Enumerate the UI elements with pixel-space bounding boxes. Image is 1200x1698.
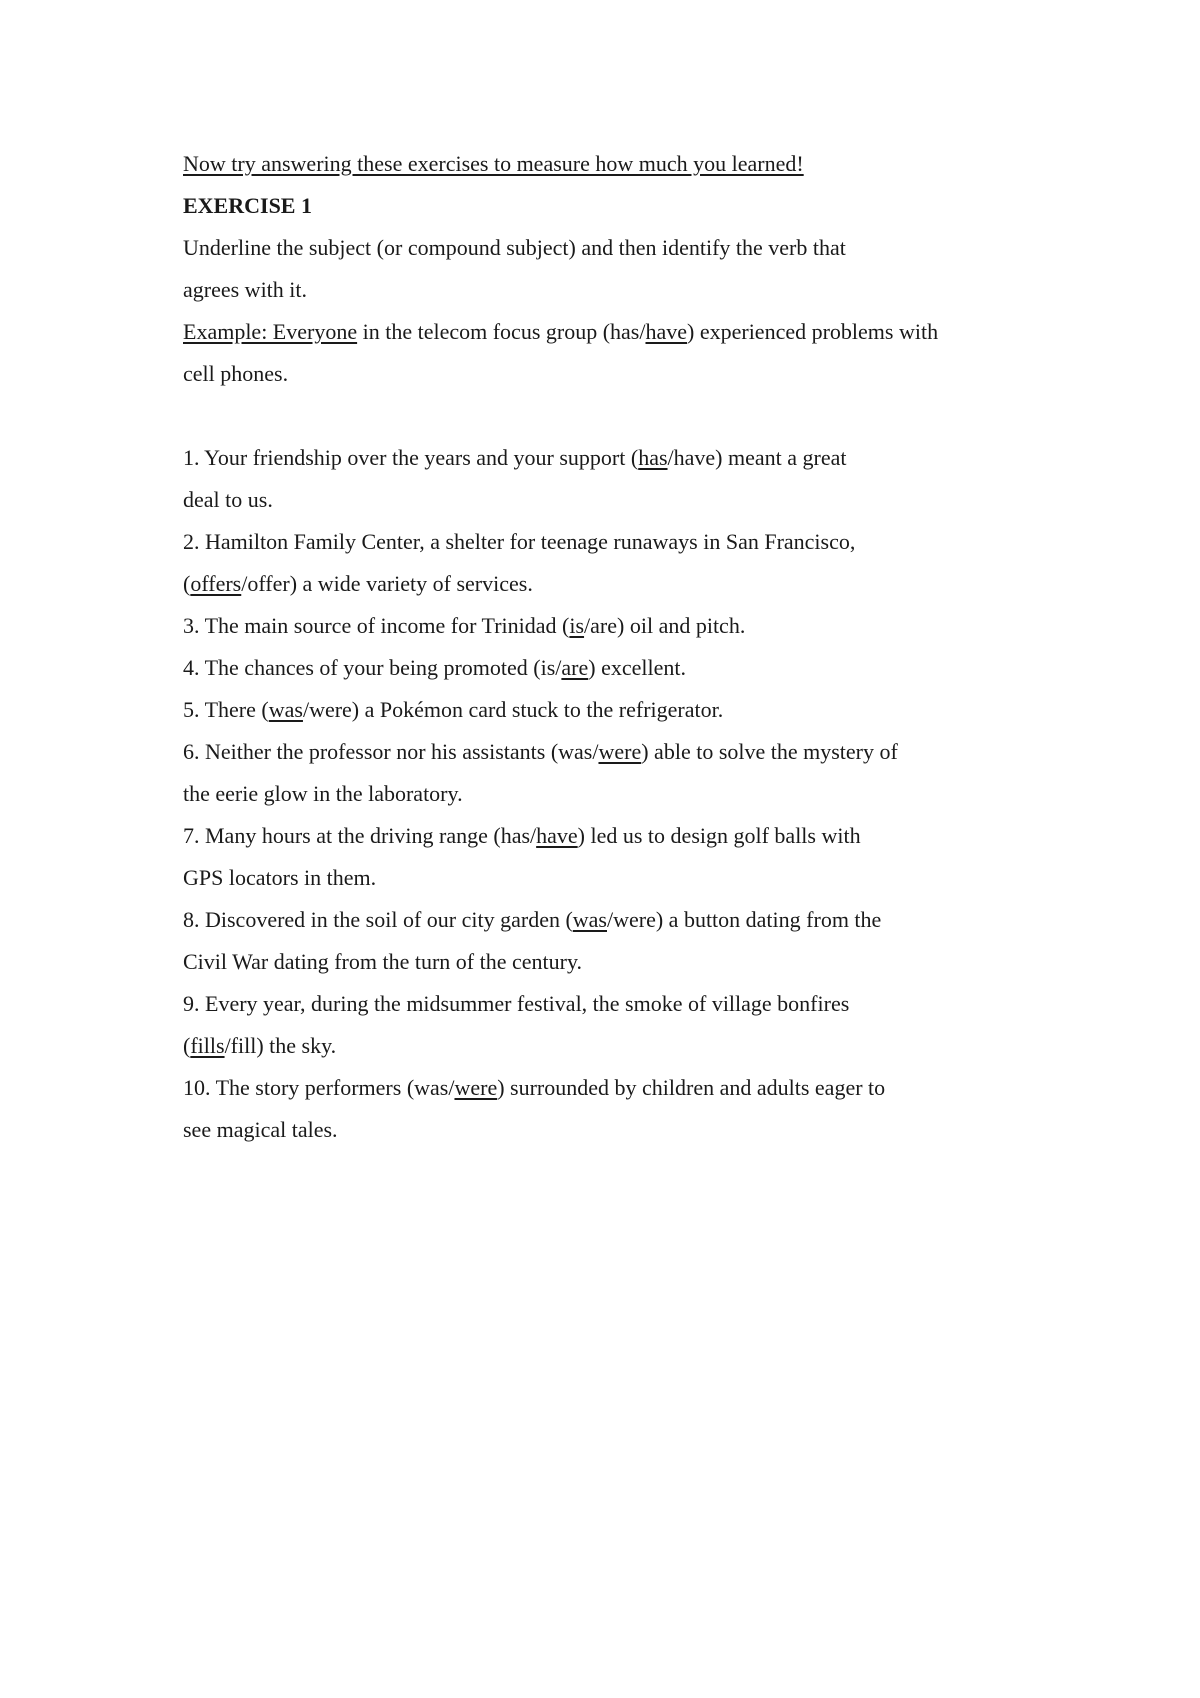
item-underlined-answer: are: [561, 655, 589, 680]
item-text: 2. Hamilton Family Center, a shelter for teenage runaways in San Francisco,: [183, 529, 856, 554]
item-underlined-answer: were: [454, 1075, 498, 1100]
instructions-line-2: agrees with it.: [183, 277, 308, 302]
item-text: ) surrounded by children and adults eager to: [497, 1075, 886, 1100]
instructions-line-1: Underline the subject (or compound subject) and then identify the verb that: [183, 235, 846, 260]
item-underlined-answer: is: [569, 613, 585, 638]
item-underlined-answer: fills: [190, 1033, 225, 1058]
item-underlined-answer: has: [638, 445, 668, 470]
exercise-item-7: [183, 815, 1083, 857]
exercise-item-5: [183, 689, 1083, 731]
item-text: /were) a Pokémon card stuck to the refrigerator.: [302, 697, 724, 722]
example-text-b: ) experienced problems with: [687, 319, 939, 344]
item-text: 8. Discovered in the soil of our city garden (: [183, 907, 573, 932]
exercise-item-10: [183, 1067, 1083, 1109]
item-text: /have) meant a great: [667, 445, 847, 470]
exercise-item-8-cont: Civil War dating from the turn of the century.: [183, 949, 583, 974]
item-underlined-answer: have: [536, 823, 578, 848]
item-text: 3. The main source of income for Trinidad (: [183, 613, 570, 638]
item-text: 10. The story performers (was/: [183, 1075, 455, 1100]
example-label: Example: Everyone: [183, 319, 358, 344]
exercise-item-9: [183, 983, 1083, 1025]
exercise-item-6-cont: the eerie glow in the laboratory.: [183, 781, 463, 806]
item-underlined-answer: was: [268, 697, 303, 722]
item-text: /offer) a wide variety of services.: [241, 571, 533, 596]
exercise-item-2: [183, 521, 1083, 563]
item-text: 1. Your friendship over the years and your support (: [183, 445, 639, 470]
item-text: 7. Many hours at the driving range (has/: [183, 823, 537, 848]
item-text: 9. Every year, during the midsummer festival, the smoke of village bonfires: [183, 991, 850, 1016]
exercise-item-10-cont: see magical tales.: [183, 1117, 338, 1142]
item-text: /are) oil and pitch.: [584, 613, 746, 638]
example-line-1: [183, 311, 1083, 353]
exercise-title: EXERCISE 1: [183, 193, 312, 218]
example-verb: have: [645, 319, 688, 344]
item-text: ) able to solve the mystery of: [641, 739, 898, 764]
exercise-item-1-cont: deal to us.: [183, 487, 273, 512]
exercise-item-9-cont: [183, 1025, 1083, 1067]
example-line-2: cell phones.: [183, 361, 289, 386]
exercise-item-1: [183, 437, 1083, 479]
item-text: /fill) the sky.: [224, 1033, 337, 1058]
example-text-a: in the telecom focus group (has/: [357, 319, 646, 344]
item-underlined-answer: was: [572, 907, 607, 932]
intro-text: Now try answering these exercises to measure how much you learned!: [183, 151, 804, 176]
exercise-item-7-cont: GPS locators in them.: [183, 865, 377, 890]
document-body: [183, 143, 1083, 1151]
intro-line: [183, 143, 1083, 185]
spacer: [183, 395, 1083, 437]
item-text: /were) a button dating from the: [607, 907, 882, 932]
exercise-item-4: [183, 647, 1083, 689]
item-text: ) led us to design golf balls with: [577, 823, 861, 848]
exercise-item-2-cont: [183, 563, 1083, 605]
exercise-item-6: [183, 731, 1083, 773]
item-underlined-answer: offers: [190, 571, 242, 596]
item-underlined-answer: were: [598, 739, 642, 764]
item-text: 4. The chances of your being promoted (is/: [183, 655, 562, 680]
item-text: (: [183, 571, 191, 596]
item-text: 6. Neither the professor nor his assistants (was/: [183, 739, 599, 764]
item-text: ) excellent.: [588, 655, 686, 680]
exercise-item-8: [183, 899, 1083, 941]
item-text: 5. There (: [183, 697, 269, 722]
item-text: (: [183, 1033, 191, 1058]
exercise-item-3: [183, 605, 1083, 647]
